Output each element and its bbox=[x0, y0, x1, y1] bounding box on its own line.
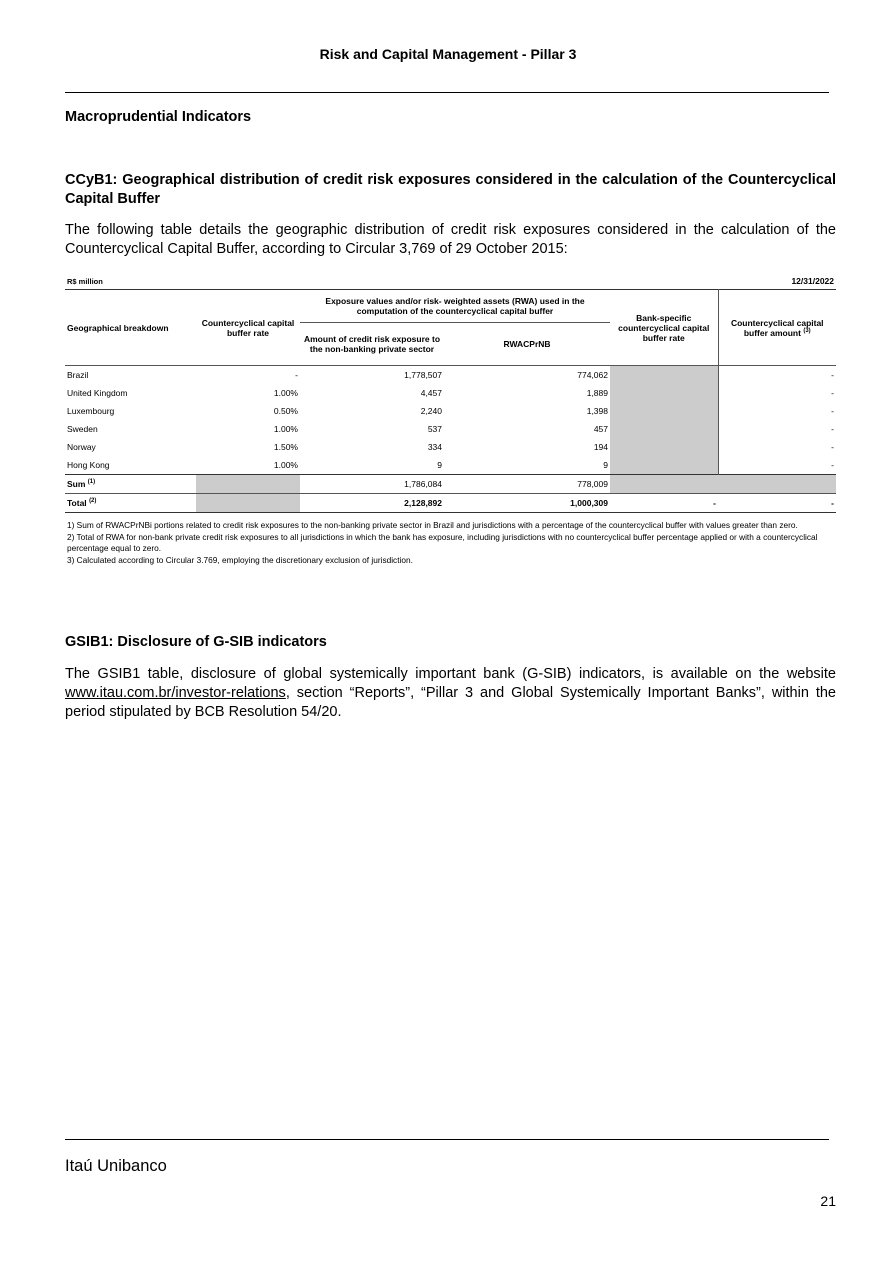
footer-divider bbox=[65, 1139, 829, 1140]
row-buffer: - bbox=[831, 460, 834, 470]
sum-note: (1) bbox=[87, 479, 96, 486]
sum-label: Sum bbox=[67, 479, 86, 489]
footer-brand: Itaú Unibanco bbox=[65, 1157, 167, 1175]
row-bank-rate-empty bbox=[610, 438, 718, 456]
row-buffer: - bbox=[831, 424, 834, 434]
header-rate: Countercyclical capital buffer rate bbox=[196, 290, 300, 366]
row-rwa: 194 bbox=[593, 442, 608, 452]
section-title: Macroprudential Indicators bbox=[65, 109, 252, 125]
table-footnotes bbox=[67, 520, 837, 566]
table-row bbox=[65, 384, 836, 402]
row-rate: - bbox=[295, 370, 298, 380]
page-header-title: Risk and Capital Management - Pillar 3 bbox=[319, 46, 577, 62]
row-bank-rate-empty bbox=[610, 384, 718, 402]
sum-label-cell bbox=[65, 475, 196, 494]
total-rwa: 1,000,309 bbox=[444, 494, 610, 513]
table-unit: R$ million bbox=[67, 277, 103, 286]
header-amount-exposure: Amount of credit risk exposure to the non-banking private sector bbox=[300, 323, 444, 366]
header-divider bbox=[65, 92, 829, 93]
sum-exposure: 1,786,084 bbox=[300, 475, 444, 494]
total-label-cell bbox=[65, 494, 196, 513]
sum-rwa: 778,009 bbox=[444, 475, 610, 494]
table-row bbox=[65, 420, 836, 438]
total-note: (2) bbox=[89, 498, 97, 505]
table-row bbox=[65, 366, 836, 385]
row-buffer: - bbox=[831, 370, 834, 380]
table-total-row bbox=[65, 494, 836, 513]
header-buffer-amount-label: Countercyclical capital buffer amount bbox=[730, 317, 824, 338]
total-rate-empty bbox=[196, 494, 300, 513]
ccyb1-intro: The following table details the geographic distribution of credit risk exposures considered in the calculation of the Countercyclical Capital Buffer, according to Circular 3,769 of 29 October 2015: bbox=[65, 222, 836, 257]
gsib1-text-after: , section “Reports”, “Pillar 3 and Global Systemically Important Banks”, within the period stipulated by BCB Resolution 54/20. bbox=[65, 685, 836, 720]
row-exposure: 334 bbox=[427, 442, 442, 452]
row-bank-rate-empty bbox=[610, 366, 718, 385]
sum-buffer-empty bbox=[718, 475, 836, 494]
gsib1-text bbox=[65, 665, 836, 722]
gsib1-text-before: The GSIB1 table, disclosure of global systemically important bank (G-SIB) indicators, is available on the website bbox=[65, 666, 836, 682]
row-country: Norway bbox=[67, 442, 96, 452]
row-rwa: 457 bbox=[593, 424, 608, 434]
row-country: Brazil bbox=[67, 370, 89, 380]
page-number: 21 bbox=[820, 1193, 836, 1209]
footnote-3: 3) Calculated according to Circular 3.769, employing the discretionary exclusion of jurisdiction. bbox=[67, 554, 413, 565]
row-exposure: 1,778,507 bbox=[404, 370, 442, 380]
row-bank-rate-empty bbox=[610, 456, 718, 475]
row-buffer: - bbox=[831, 442, 834, 452]
sum-rate-empty bbox=[196, 475, 300, 494]
row-rwa: 1,889 bbox=[586, 388, 608, 398]
total-buffer: - bbox=[718, 494, 836, 513]
ccyb1-title: CCyB1: Geographical distribution of credit risk exposures considered in the calculation of the Countercyclical Capital Buffer bbox=[65, 172, 836, 207]
row-rwa: 774,062 bbox=[577, 370, 608, 380]
total-bank-rate: - bbox=[610, 494, 718, 513]
row-exposure: 2,240 bbox=[420, 406, 442, 416]
row-bank-rate-empty bbox=[610, 402, 718, 420]
sum-bank-rate-empty bbox=[610, 475, 718, 494]
row-country: United Kingdom bbox=[67, 388, 128, 398]
header-exposure-group: Exposure values and/or risk- weighted assets (RWA) used in the computation of the countercyclical capital buffer bbox=[300, 290, 610, 323]
row-buffer: - bbox=[831, 406, 834, 416]
table-date: 12/31/2022 bbox=[791, 276, 834, 286]
header-buffer-amount bbox=[718, 290, 836, 366]
table-row bbox=[65, 402, 836, 420]
row-rate: 1.00% bbox=[273, 460, 298, 470]
row-exposure: 537 bbox=[427, 424, 442, 434]
row-country: Hong Kong bbox=[67, 460, 110, 470]
table-row bbox=[65, 438, 836, 456]
header-bank-rate: Bank-specific countercyclical capital buffer rate bbox=[610, 290, 718, 366]
total-label: Total bbox=[67, 498, 87, 508]
row-exposure: 4,457 bbox=[420, 388, 442, 398]
row-exposure: 9 bbox=[437, 460, 442, 470]
ccyb1-table bbox=[65, 289, 836, 513]
total-exposure: 2,128,892 bbox=[300, 494, 444, 513]
row-rate: 0.50% bbox=[273, 406, 298, 416]
header-rwacprnb: RWACPrNB bbox=[444, 323, 610, 366]
row-rwa: 9 bbox=[603, 460, 608, 470]
gsib1-title: GSIB1: Disclosure of G-SIB indicators bbox=[65, 634, 327, 650]
table-sum-row bbox=[65, 475, 836, 494]
row-rate: 1.50% bbox=[273, 442, 298, 452]
row-rwa: 1,398 bbox=[586, 406, 608, 416]
header-buffer-amount-note: (3) bbox=[803, 327, 811, 334]
footnote-1: 1) Sum of RWACPrNBi portions related to credit risk exposures to the non-banking private sector in Brazil and jurisdictions with a percentage of the countercyclical buffer with values greater than zero. bbox=[67, 520, 798, 530]
footnote-2: 2) Total of RWA for non-bank private credit risk exposures to all jurisdictions in which the bank has exposure, including jurisdictions with no countercyclical buffer percentage applied or with a countercyclical percentage equal to zero. bbox=[67, 531, 818, 553]
header-geo: Geographical breakdown bbox=[65, 290, 196, 366]
investor-relations-link[interactable]: www.itau.com.br/investor-relations bbox=[65, 685, 286, 701]
row-country: Sweden bbox=[67, 424, 98, 434]
row-buffer: - bbox=[831, 388, 834, 398]
row-country: Luxembourg bbox=[67, 406, 115, 416]
row-rate: 1.00% bbox=[273, 424, 298, 434]
row-bank-rate-empty bbox=[610, 420, 718, 438]
table-row bbox=[65, 456, 836, 475]
row-rate: 1.00% bbox=[273, 388, 298, 398]
